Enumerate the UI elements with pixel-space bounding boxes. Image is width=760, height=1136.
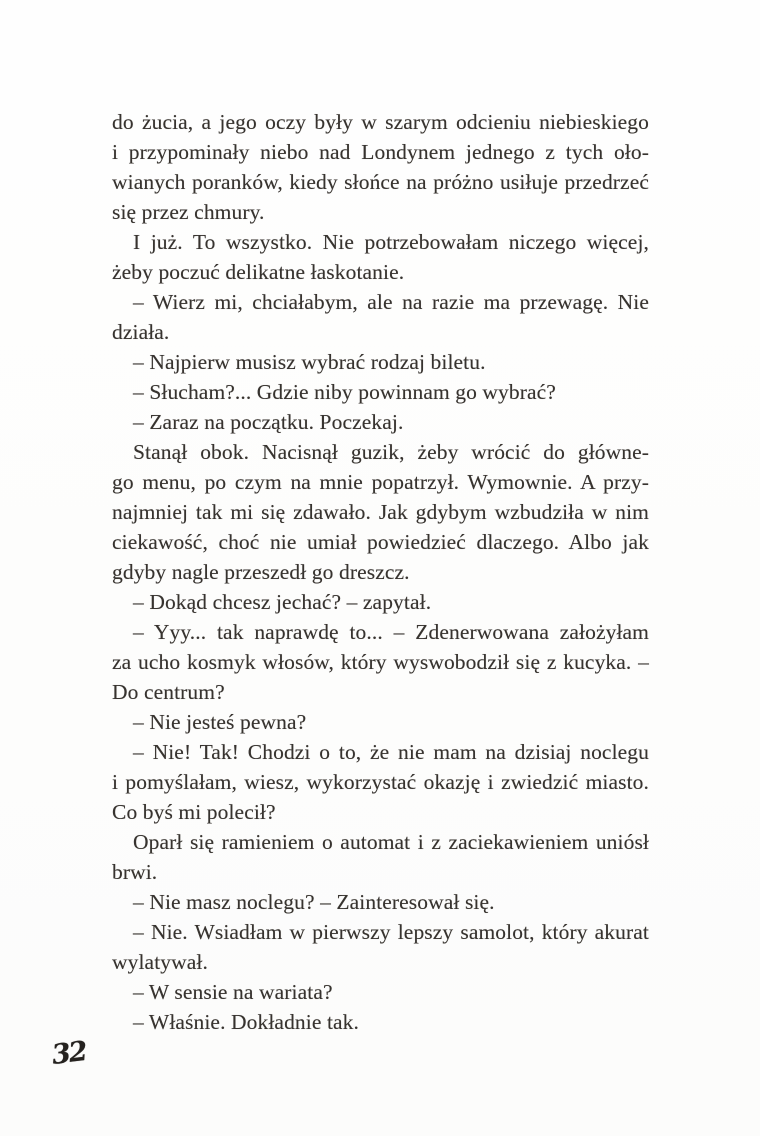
text-line: do żucia, a jego oczy były w szarym odcieniu niebieskiego — [112, 110, 649, 134]
text-line: za ucho kosmyk włosów, który wyswobodził się z kucyka. – — [112, 650, 649, 674]
paragraph — [112, 587, 649, 617]
text-line: żeby poczuć delikatne łaskotanie. — [112, 260, 405, 284]
text-line: – Nie masz noclegu? – Zainteresował się. — [133, 890, 495, 914]
text-line: – Wierz mi, chciałabym, ale na razie ma przewagę. Nie — [133, 290, 649, 314]
paragraph — [112, 107, 649, 227]
text-line: – Zaraz na początku. Poczekaj. — [133, 410, 404, 434]
paragraph — [112, 407, 649, 437]
paragraph — [112, 617, 649, 707]
text-line: – Nie jesteś pewna? — [133, 710, 307, 734]
paragraph — [112, 227, 649, 287]
text-line: – W sensie na wariata? — [133, 980, 333, 1004]
text-line: Stanął obok. Nacisnął guzik, żeby wrócić do główne- — [133, 440, 649, 464]
paragraph — [112, 977, 649, 1007]
text-line: wylatywał. — [112, 950, 208, 974]
text-line: ciekawość, choć nie umiał powiedzieć dlaczego. Albo jak — [112, 530, 649, 554]
text-line: – Najpierw musisz wybrać rodzaj biletu. — [133, 350, 486, 374]
text-line: – Yyy... tak naprawdę to... – Zdenerwowana założyłam — [133, 620, 649, 644]
paragraph — [112, 917, 649, 977]
text-line: wianych poranków, kiedy słońce na próżno usiłuje przedrzeć — [112, 170, 649, 194]
paragraph — [112, 827, 649, 887]
paragraph — [112, 437, 649, 587]
paragraph — [112, 1007, 649, 1037]
text-line: i przypominały niebo nad Londynem jednego z tych oło- — [112, 140, 649, 164]
text-line: – Słucham?... Gdzie niby powinnam go wybrać? — [133, 380, 556, 404]
text-line: Oparł się ramieniem o automat i z zaciekawieniem uniósł — [133, 830, 649, 854]
text-line: gdyby nagle przeszedł go dreszcz. — [112, 560, 410, 584]
paragraph — [112, 737, 649, 827]
text-line: – Nie! Tak! Chodzi o to, że nie mam na dzisiaj noclegu — [133, 740, 649, 764]
text-line: I już. To wszystko. Nie potrzebowałam niczego więcej, — [133, 230, 649, 254]
text-line: działa. — [112, 320, 170, 344]
text-line: Do centrum? — [112, 680, 225, 704]
text-line: Co byś mi polecił? — [112, 800, 276, 824]
text-line: – Nie. Wsiadłam w pierwszy lepszy samolot, który akurat — [133, 920, 649, 944]
text-block — [112, 107, 649, 1037]
paragraph — [112, 377, 649, 407]
text-line: się przez chmury. — [112, 200, 265, 224]
paragraph — [112, 347, 649, 377]
text-line: i pomyślałam, wiesz, wykorzystać okazję i zwiedzić miasto. — [112, 770, 649, 794]
text-line: najmniej tak mi się zdawało. Jak gdybym wzbudziła w nim — [112, 500, 649, 524]
paragraph — [112, 887, 649, 917]
text-line: brwi. — [112, 860, 158, 884]
paragraph — [112, 707, 649, 737]
text-line: go menu, po czym na mnie popatrzył. Wymownie. A przy- — [112, 470, 649, 494]
paragraph — [112, 287, 649, 347]
text-line: – Dokąd chcesz jechać? – zapytał. — [133, 590, 432, 614]
text-line: – Właśnie. Dokładnie tak. — [133, 1010, 360, 1034]
page-number: 32 — [50, 1036, 88, 1071]
